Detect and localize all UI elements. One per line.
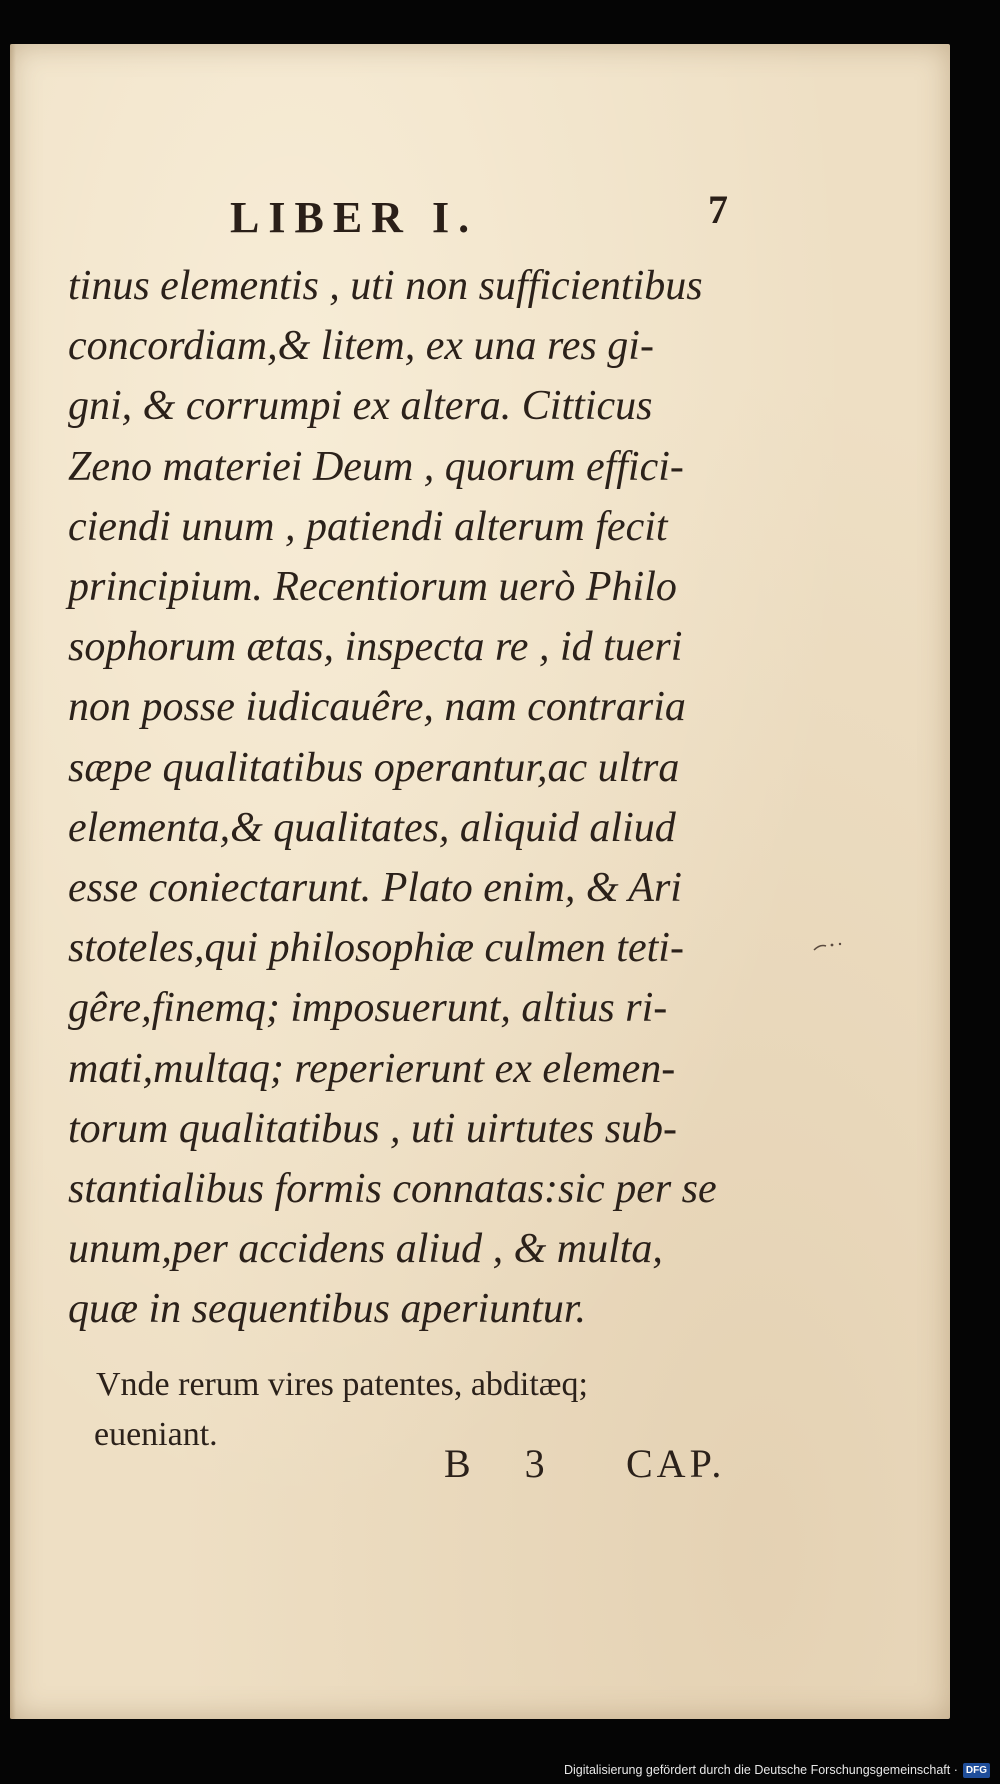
text-line: unum,per accidens aliud , & multa, (68, 1226, 663, 1273)
signature-mark: B 3 (444, 1441, 567, 1486)
text-line: sæpe qualitatibus operantur,ac ultra (68, 744, 680, 791)
text-line: gêre,finemq; imposuerunt, altius ri- (68, 985, 668, 1032)
dfg-logo: DFG (963, 1763, 990, 1778)
text-line: sophorum ætas, inspecta re , id tueri (68, 624, 683, 671)
text-line: gni, & corrumpi ex altera. Citticus (68, 383, 653, 430)
marginal-ink-mark (810, 936, 850, 956)
text-line: concordiam,& litem, ex una res gi- (68, 323, 654, 370)
page-footer (430, 1440, 780, 1500)
rubric-line: eueniant. (94, 1416, 218, 1453)
text-line: torum qualitatibus , uti uirtutes sub- (68, 1105, 678, 1152)
page-gutter-shadow (10, 44, 16, 1719)
text-line: ciendi unum , patiendi alterum fecit (68, 503, 668, 550)
text-line: mati,multaq; reperierunt ex elemen- (68, 1045, 676, 1092)
page-header (230, 187, 730, 252)
text-line: stantialibus formis connatas:sic per se (68, 1166, 717, 1213)
body-text (68, 256, 758, 1340)
rubric-line: Vnde rerum vires patentes, abditæq; (96, 1366, 588, 1403)
text-line: Zeno materiei Deum , quorum effici- (68, 443, 684, 490)
text-line: tinus elementis , uti non sufficientibus (68, 263, 703, 309)
digitization-credit (564, 1760, 990, 1780)
credit-text: Digitalisierung gefördert durch die Deutsche Forschungsgemeinschaft · (563, 1763, 958, 1777)
text-line: stoteles,qui philosophiæ culmen teti- (68, 925, 684, 972)
text-line: esse coniectarunt. Plato enim, & Ari (68, 865, 682, 912)
catchword: CAP. (626, 1441, 726, 1486)
text-line: quæ in sequentibus aperiuntur. (68, 1286, 587, 1333)
book-page (10, 44, 950, 1719)
text-line: elementa,& qualitates, aliquid aliud (68, 804, 676, 851)
text-line: principium. Recentiorum uerò Philo (68, 564, 677, 611)
running-head: LIBER I. (230, 193, 479, 242)
text-line: non posse iudicauêre, nam contraria (68, 684, 686, 731)
page-number: 7 (708, 187, 728, 232)
